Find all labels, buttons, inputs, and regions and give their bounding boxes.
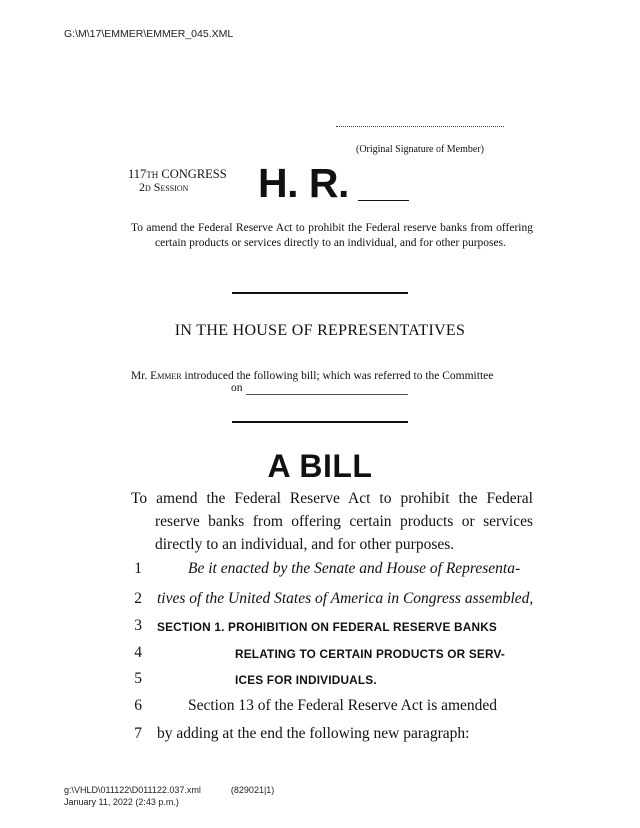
section-heading-line: ICES FOR INDIVIDUALS. bbox=[235, 673, 377, 687]
line-number: 4 bbox=[134, 644, 142, 661]
footer-file: g:\VHLD\011122\D011122.037.xml bbox=[64, 785, 201, 795]
footer-date: January 11, 2022 (2:43 p.m.) bbox=[64, 797, 179, 807]
line-text: Be it enacted by the Senate and House of Representa- bbox=[188, 560, 521, 577]
congress-number: 117th CONGRESS bbox=[128, 167, 227, 181]
line-number: 6 bbox=[134, 697, 142, 714]
line-text: Section 13 of the Federal Reserve Act is amended bbox=[188, 697, 498, 714]
line-number: 3 bbox=[134, 617, 142, 634]
file-path-header: G:\M\17\EMMER\EMMER_045.XML bbox=[64, 28, 234, 40]
section-heading-line: SECTION 1. PROHIBITION ON FEDERAL RESERVE BANKS bbox=[157, 620, 497, 634]
bill-line bbox=[0, 725, 640, 755]
bill-line bbox=[0, 590, 640, 620]
bill-line bbox=[0, 560, 640, 590]
committee-blank bbox=[246, 394, 408, 395]
bill-number-blank bbox=[358, 200, 409, 201]
section-heading-line: RELATING TO CERTAIN PRODUCTS OR SERV- bbox=[235, 647, 506, 661]
introduction-text bbox=[131, 369, 509, 384]
line-number: 1 bbox=[134, 560, 142, 577]
sponsor-prefix: Mr. bbox=[131, 370, 148, 382]
divider-rule-top bbox=[232, 292, 408, 294]
bill-number-title: H. R. bbox=[258, 160, 349, 206]
signature-caption: (Original Signature of Member) bbox=[355, 144, 485, 155]
bill-line bbox=[0, 617, 640, 647]
committee-on-label: on bbox=[231, 382, 243, 394]
short-purpose: To amend the Federal Reserve Act to prohibit the Federal reserve banks from offering certain products or services directly to an individual, and for other purposes. bbox=[131, 222, 533, 249]
long-title: To amend the Federal Reserve Act to prohibit the Federal reserve banks from offering certain products or services directly to an individual, and for other purposes. bbox=[131, 490, 533, 553]
footer-code: (829021|1) bbox=[230, 785, 275, 795]
bill-line bbox=[0, 670, 640, 700]
divider-rule-bottom bbox=[232, 421, 408, 423]
signature-line bbox=[336, 126, 504, 127]
footer-file-info bbox=[64, 785, 274, 795]
line-number: 5 bbox=[134, 670, 142, 687]
congress-session-block bbox=[128, 168, 227, 194]
introduction-body: introduced the following bill; which was referred to the Committee bbox=[184, 370, 494, 382]
line-text: by adding at the end the following new paragraph: bbox=[157, 725, 470, 742]
bill-line bbox=[0, 697, 640, 727]
line-number: 7 bbox=[134, 725, 142, 742]
sponsor-name: Emmer bbox=[150, 370, 182, 382]
session-label: 2d Session bbox=[139, 180, 189, 194]
line-text: tives of the United States of America in Congress assembled, bbox=[157, 590, 534, 607]
chamber-heading: IN THE HOUSE OF REPRESENTATIVES bbox=[174, 322, 466, 339]
line-number: 2 bbox=[134, 590, 142, 607]
document-type-heading: A BILL bbox=[267, 448, 373, 484]
